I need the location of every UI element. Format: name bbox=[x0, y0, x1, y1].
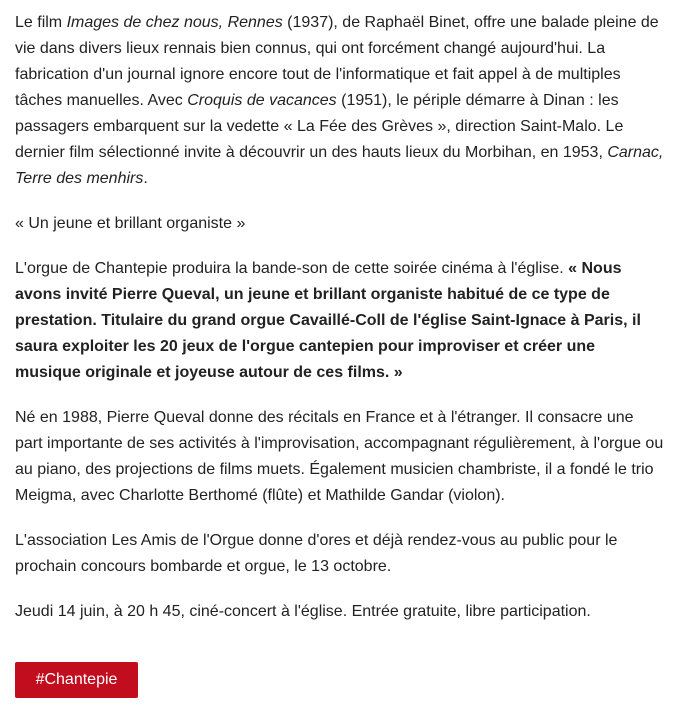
film-title-carnac: Carnac, Terre des menhirs bbox=[15, 144, 664, 187]
text: . bbox=[143, 170, 148, 187]
paragraph-biography: Né en 1988, Pierre Queval donne des récitals en France et à l'étranger. Il consacre une part importante de ses activités à l'improvisation, accompagnant régulièrement, à l'orgue ou au piano, des projections de films muets. Également musicien chambriste, il a fondé le trio Meigma, avec Charlotte Berthomé (flûte) et Mathilde Gandar (violon). bbox=[15, 409, 664, 504]
paragraph-event-info: Jeudi 14 juin, à 20 h 45, ciné-concert à l'église. Entrée gratuite, libre participation. bbox=[15, 603, 591, 620]
text: L'orgue de Chantepie produira la bande-son de cette soirée cinéma à l'église. bbox=[15, 260, 569, 277]
tag-chantepie-button[interactable]: #Chantepie bbox=[15, 662, 138, 698]
subheading: « Un jeune et brillant organiste » bbox=[15, 215, 246, 232]
paragraph-organ bbox=[15, 256, 665, 386]
paragraph-association: L'association Les Amis de l'Orgue donne d'ores et déjà rendez-vous au public pour le prochain concours bombarde et orgue, le 13 octobre. bbox=[15, 532, 618, 575]
film-title-rennes: Images de chez nous, Rennes bbox=[66, 14, 283, 31]
film-title-croquis: Croquis de vacances bbox=[187, 92, 337, 109]
text: (1951), le périple démarre à Dinan : les passagers embarquent sur la vedette « La Fée des Grèves », direction Saint-Malo. Le dernier film sélectionné invite à découvrir un des hauts lieux du Morbihan, en 1953, bbox=[15, 92, 624, 161]
text: (1937), de Raphaël Binet, offre une balade pleine de vie dans divers lieux rennais bien connus, qui ont forcément changé aujourd'hui. La fabrication d'un journal ignore encore tout de l'informatique et fait appel à de multiples tâches manuelles. Avec bbox=[15, 14, 659, 109]
article-body bbox=[15, 10, 665, 625]
quote-bold: « Nous avons invité Pierre Queval, un jeune et brillant organiste habitué de ce type de prestation. Titulaire du grand orgue Cavaillé-Coll de l'église Saint-Ignace à Paris, il saura exploiter les 20 jeux de l'orgue cantepien pour improviser et créer une musique originale et joyeuse autour de ces films. » bbox=[15, 260, 641, 381]
text: Le film bbox=[15, 14, 67, 31]
paragraph-films bbox=[15, 10, 665, 192]
